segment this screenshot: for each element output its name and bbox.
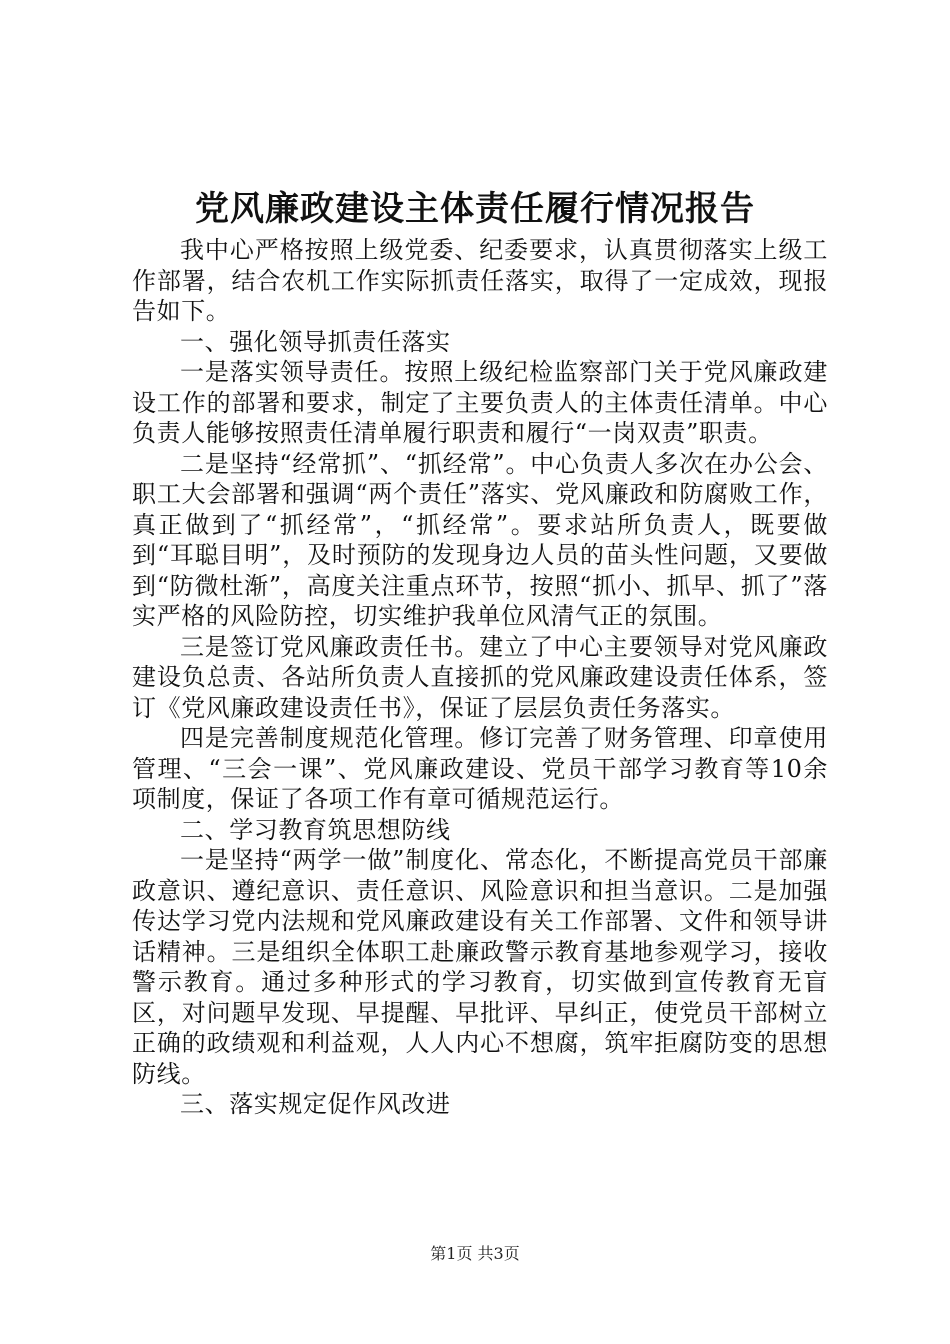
page-number-footer: 第1页 共3页 <box>430 1244 520 1263</box>
document-body <box>132 235 828 1120</box>
intro-paragraph: 我中心严格按照上级党委、纪委要求，认真贯彻落实上级工作部署，结合农机工作实际抓责任落实，取得了一定成效，现报告如下。 <box>132 236 828 325</box>
section-heading-1: 一、强化领导抓责任落实 <box>180 327 451 356</box>
paragraph-regular-supervision: 二是坚持“经常抓”、“抓经常”。中心负责人多次在办公会、职工大会部署和强调“两个责任”落实、党风廉政和防腐败工作，真正做到了“抓经常”，“抓经常”。要求站所负责人，既要做到“耳聪目明”，及时预防的发现身边人员的苗头性问题，又要做到“防微杜渐”，高度关注重点环节，按照“抓小、抓早、抓了”落实严格的风险防控，切实维护我单位风清气正的氛围。 <box>132 449 828 630</box>
section-heading-2: 二、学习教育筑思想防线 <box>180 815 451 844</box>
paragraph-system-improvement: 四是完善制度规范化管理。修订完善了财务管理、印章使用管理、“三会一课”、党风廉政建设、党员干部学习教育等10余项制度，保证了各项工作有章可循规范运行。 <box>132 724 828 813</box>
paragraph-study-education: 一是坚持“两学一做”制度化、常态化，不断提高党员干部廉政意识、遵纪意识、责任意识、风险意识和担当意识。二是加强传达学习党内法规和党风廉政建设有关工作部署、文件和领导讲话精神。三是组织全体职工赴廉政警示教育基地参观学习，接收警示教育。通过多种形式的学习教育，切实做到宣传教育无盲区，对问题早发现、早提醒、早批评、早纠正，使党员干部树立正确的政绩观和利益观，人人内心不想腐，筑牢拒腐防变的思想防线。 <box>132 846 828 1088</box>
document-title: 党风廉政建设主体责任履行情况报告 <box>195 189 755 229</box>
section-heading-3: 三、落实规定促作风改进 <box>180 1090 451 1118</box>
paragraph-leadership-responsibility: 一是落实领导责任。按照上级纪检监察部门关于党风廉政建设工作的部署和要求，制定了主要负责人的主体责任清单。中心负责人能够按照责任清单履行职责和履行“一岗双责”职责。 <box>132 358 828 447</box>
paragraph-responsibility-letter: 三是签订党风廉政责任书。建立了中心主要领导对党风廉政建设负总责、各站所负责人直接抓的党风廉政建设责任体系，签订《党风廉政建设责任书》，保证了层层负责任务落实。 <box>132 632 828 722</box>
